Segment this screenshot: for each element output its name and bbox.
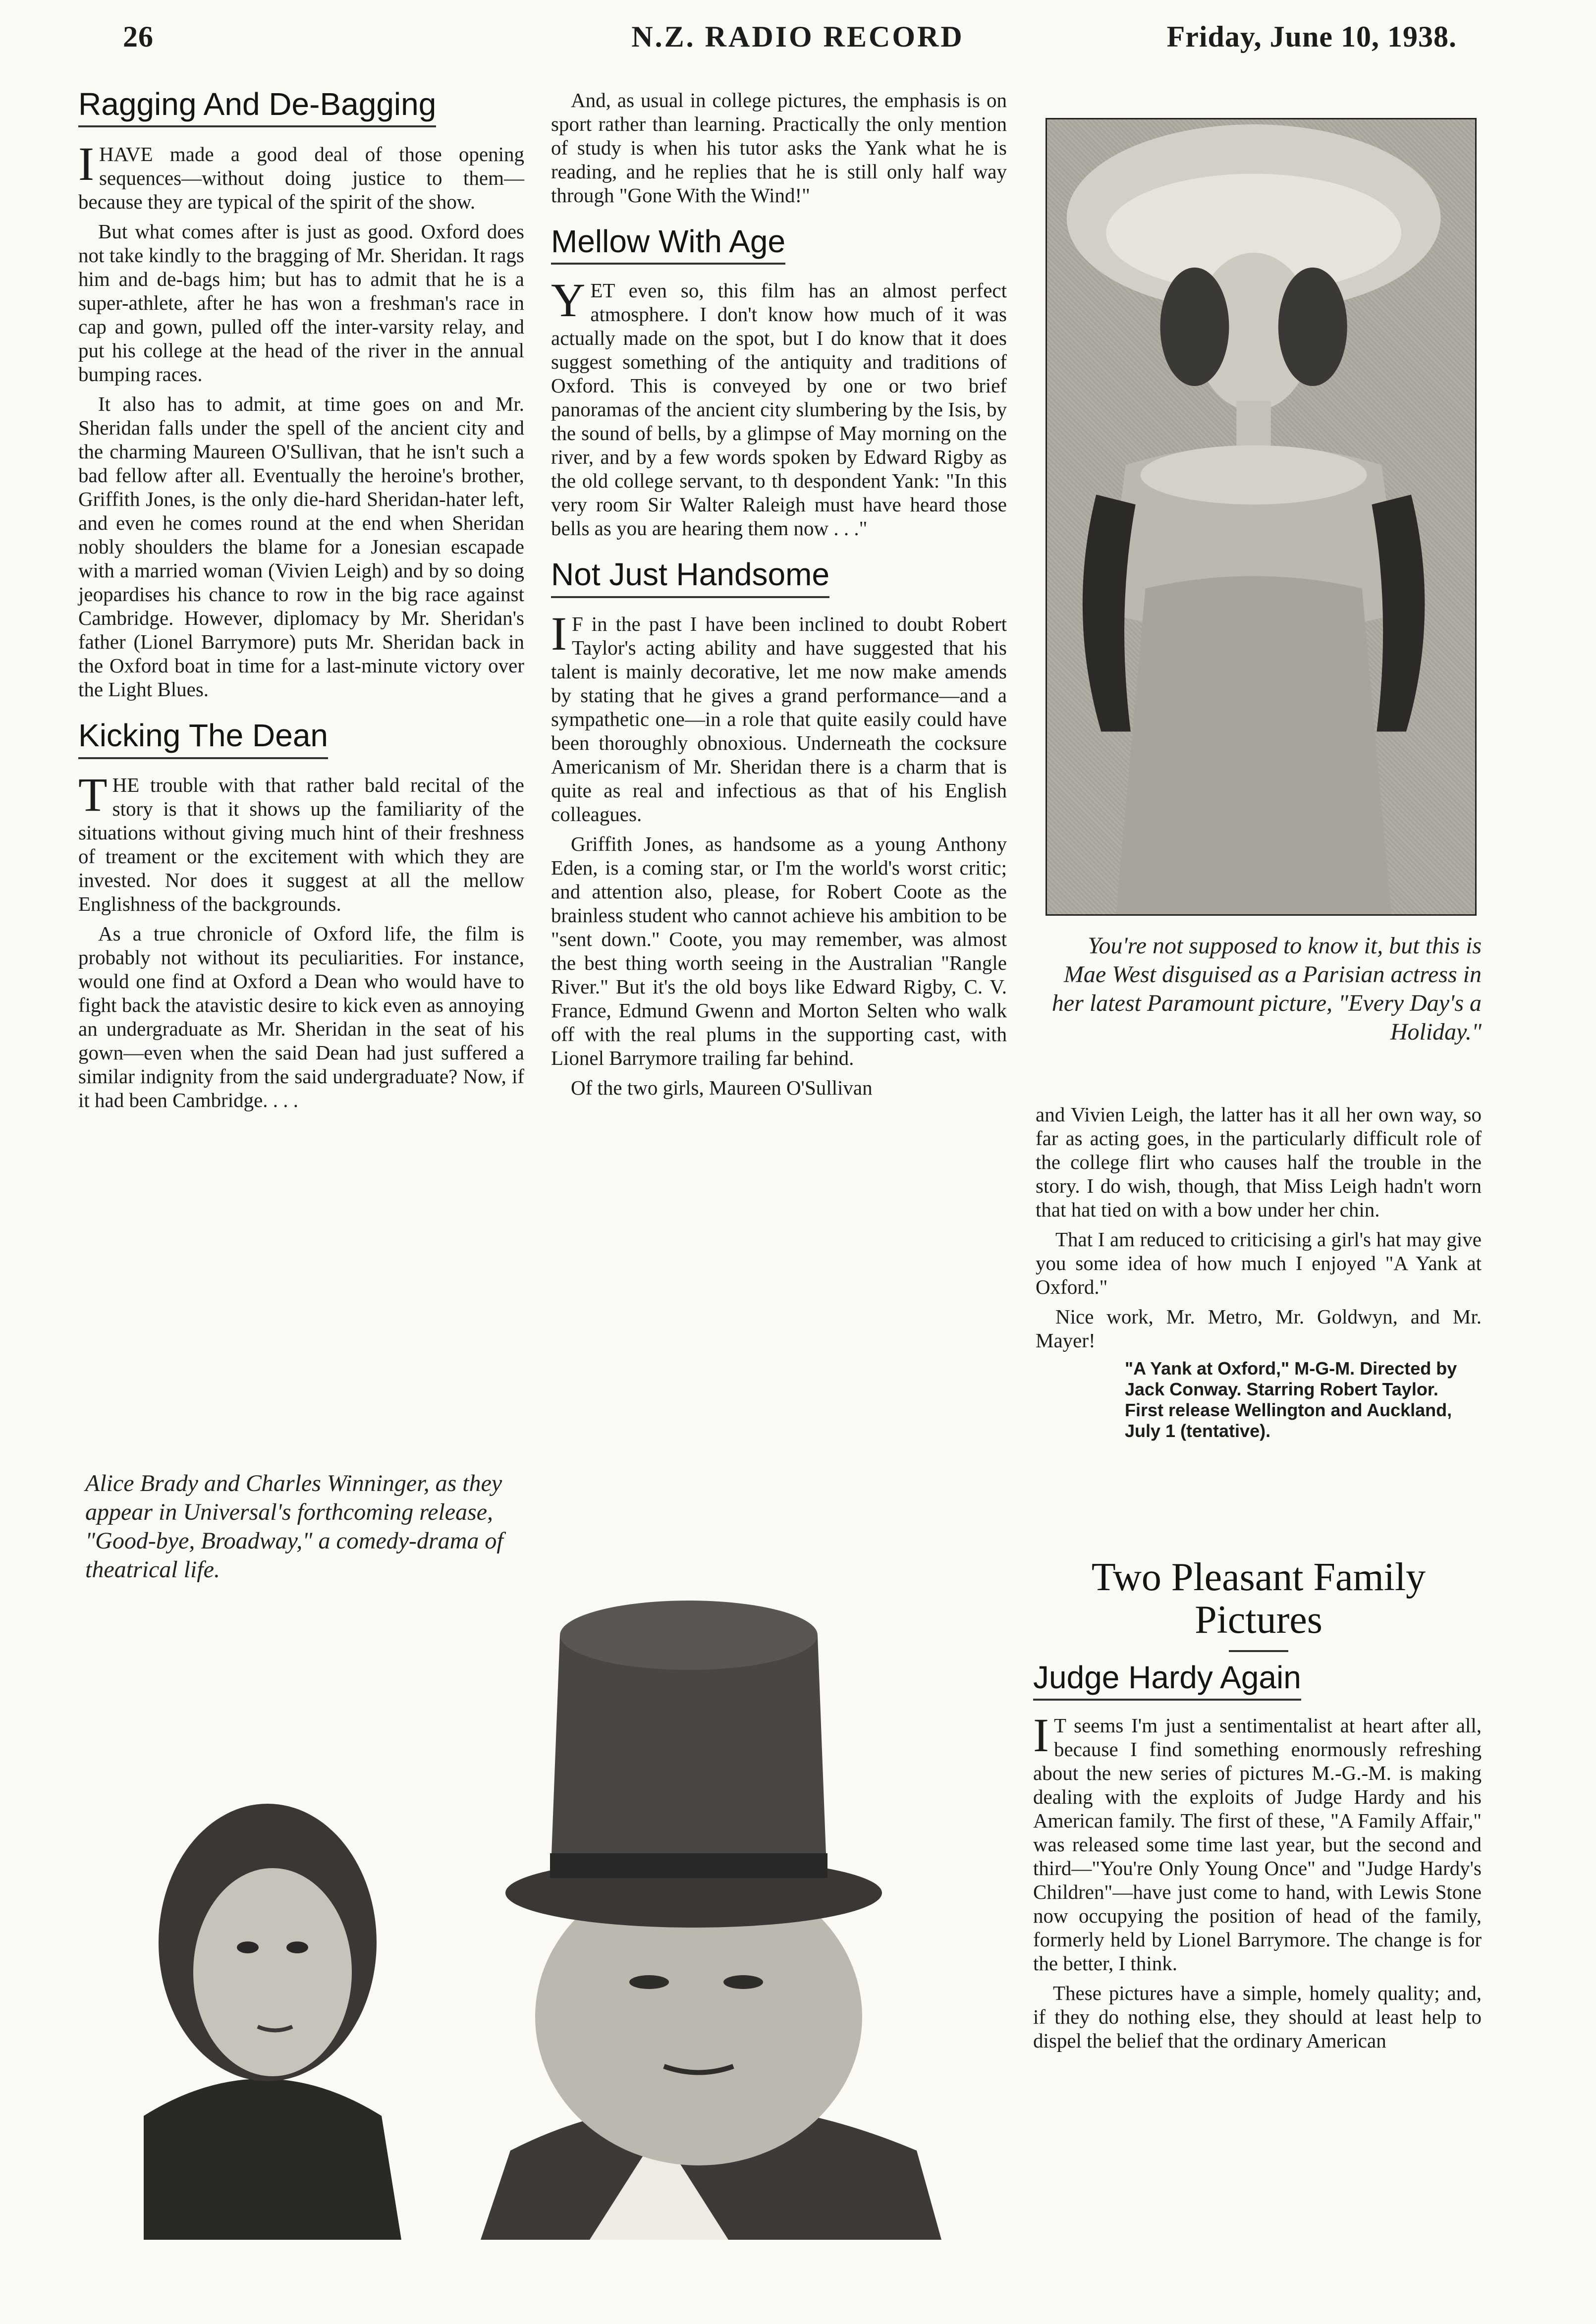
paragraph: Griffith Jones, as handsome as a young Anthony Eden, is a coming star, or I'm the world's worst critic; and attention also, please, for Robert Coote as the brainless student who cannot achieve his ambition to be "sent down." Coote, you may remember, was almost the best thing worth seeing in the Australian "Rangle River." But it's the old boys like Edward Rigby, C. V. France, Edmund Gwenn and Morton Selten who walk off with the real plums in the supporting cast, with Lionel Barrymore trailing far behind. [551,832,1007,1069]
film-credit: "A Yank at Oxford," M-G-M. Directed by Jack Conway. Starring Robert Taylor. First release Wellington and Auckland, July 1 (tentative). [1125,1358,1457,1441]
paragraph: THE trouble with that rather bald recital of the story is that it shows up the familiarity of the situations without giving much hint of their freshness of treament or the excitement with which they are invested. Nor does it suggest at all the mellow Englishness of the backgrounds. [78,768,524,915]
heading-kicking-dean: Kicking The Dean [78,718,328,759]
column-2-text [551,88,1007,207]
paragraph: And, as usual in college pictures, the emphasis is on sport rather than learning. Practically the only mention of study is when his tutor asks the Yank what he is reading, and he replies that he is still only half way through "Gone With the Wind!" [551,89,1007,207]
paragraph: IHAVE made a good deal of those opening sequences—without doing justice to them—because they are typical of the spirit of the show. [78,137,524,214]
paragraph: It also has to admit, at time goes on and Mr. Sheridan falls under the spell of the ancient city and the charming Maureen O'Sullivan, that he isn't such a bad fellow after all. Eventually the heroine's brother, Griffith Jones, is the only die-hard Sheridan-hater left, and even he comes round at the end when Sheridan nobly shoulders the blame for a Jonesian escapade with a married woman (Vivien Leigh) and by so doing jeopardises his chance to row in the big race against Cambridge. However, diplomacy by Mr. Sheridan's father (Lionel Barrymore) puts Mr. Sheridan back in the Oxford boat in time for a last-minute victory over the Light Blues. [78,392,524,701]
paragraph: That I am reduced to criticising a girl's hat may give you some idea of how much I enjoyed "A Yank at Oxford." [1036,1228,1482,1298]
paragraph: YET even so, this film has an almost perfect atmosphere. I don't know how much of it was actually made on the spot, but I do know that it does suggest something of the antiquity and traditions of Oxford. This is conveyed by one or two brief panoramas of the ancient city slumbering by the Isis, by the sound of bells, by a glimpse of May morning on the river, and by a few words spoken by Edward Rigby as the old college servant, to th despondent Yank: "In this very room Sir Walter Raleigh must have heard those bells as you are hearing them now . . ." [551,274,1007,540]
column-3 [1036,1103,1482,1441]
column-1 [78,87,524,1118]
column-2-text-2 [551,274,1007,540]
heading-ragging: Ragging And De-Bagging [78,87,436,127]
issue-date: Friday, June 10, 1938. [1166,20,1457,53]
column-3-text [1036,1103,1482,1352]
paragraph: IF in the past I have been inclined to doubt Robert Taylor's acting ability and have suggested that his talent is mainly decorative, let me now make amends by stating that he gives a grand performance—and a sympathetic one—in a role that quite easily could have been thoroughly obnoxious. Underneath the cocksure Americanism of Mr. Sheridan there is a charm that is quite as real and infectious as that of his English colleagues. [551,607,1007,826]
paragraph: These pictures have a simple, homely quality; and, if they do nothing else, they should at least help to dispel the belief that the ordinary American [1033,1982,1482,2052]
mae-west-caption: You're not supposed to know it, but this is Mae West disguised as a Parisian actress in her latest Paramount picture, "Every Day's a Holiday." [1051,933,1482,1045]
paragraph: But what comes after is just as good. Oxford does not take kindly to the bragging of Mr. Sheridan. It rags him and de-bags him; but has to admit that he is a super-athlete, after he has won a freshman's race in cap and gown, pulled off the inter-varsity relay, and put his college at the head of the river in the annual bumping races. [78,220,524,386]
page-number: 26 [123,20,154,53]
mae-west-photo [1046,118,1477,916]
heading-not-just-handsome: Not Just Handsome [551,557,829,598]
column-2-text-3 [551,607,1007,1100]
brady-winninger-caption: Alice Brady and Charles Winninger, as they appear in Universal's forthcoming release, "Good-bye, Broadway," a comedy-drama of theatrical life. [85,1470,503,1583]
column-1-text [78,137,524,701]
column-1-text-2 [78,768,524,1112]
paragraph: IT seems I'm just a sentimentalist at heart after all, because I find something enormously refreshing about the new series of pictures M.-G.-M. is making dealing with the exploits of Judge Hardy and his American family. The first of these, "A Family Affair," was released some time last year, but the second and third—"You're Only Young Once" and "Judge Hardy's Children"—have just come to hand, with Lewis Stone now occupying the position of head of the family, formerly held by Lionel Barrymore. The change is for the better, I think. [1033,1709,1482,1975]
divider [1229,1650,1288,1652]
column-2 [551,88,1007,1106]
column-3-text-2 [1033,1709,1482,2052]
column-3-lower [1033,1660,1482,2058]
heading-mellow: Mellow With Age [551,224,785,265]
paragraph: Of the two girls, Maureen O'Sullivan [571,1076,873,1099]
paragraph: and Vivien Leigh, the latter has it all her own way, so far as acting goes, in the particularly difficult role of the college flirt who causes half the trouble in the story. I do wish, though, that Miss Leigh hadn't worn that hat tied on with a bow under her chin. [1036,1103,1482,1221]
portrait-illustration [1047,119,1475,914]
masthead: N.Z. RADIO RECORD [631,20,964,53]
heading-judge-hardy: Judge Hardy Again [1033,1660,1301,1701]
paragraph: As a true chronicle of Oxford life, the film is probably not without its peculiarities. For instance, would one find at Oxford a Dean who would have to fight back the atavistic desire to kick even as annoying an undergraduate as Mr. Sheridan in the seat of his gown—even when the said Dean had just suffered a similar indignity from the said undergraduate? Now, if it had been Cambridge. . . . [78,922,524,1111]
paragraph: Nice work, Mr. Metro, Mr. Goldwyn, and Mr. Mayer! [1036,1305,1482,1352]
section-title: Two Pleasant Family Pictures [1091,1555,1426,1642]
